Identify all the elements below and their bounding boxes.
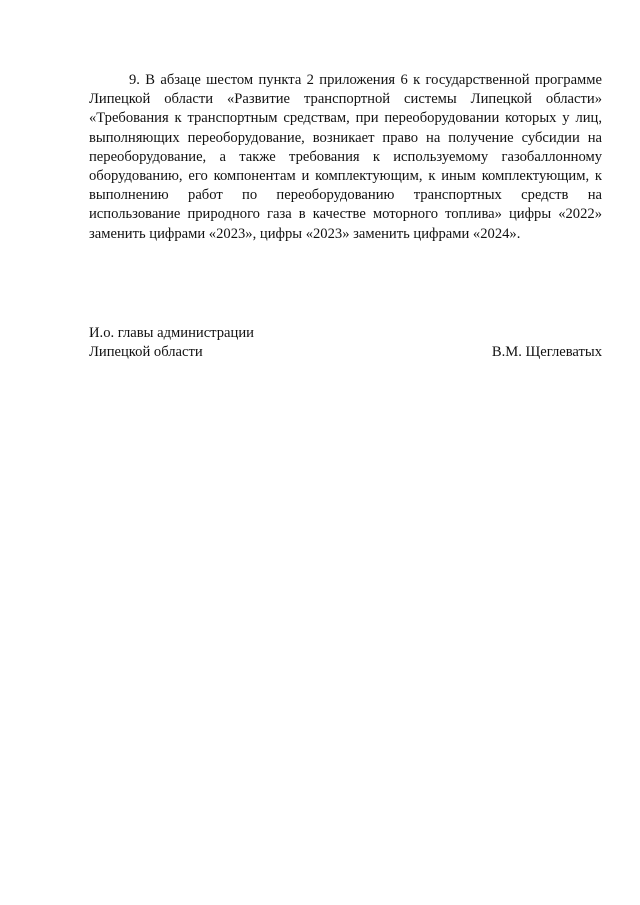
signatory-name: В.М. Щеглеватых	[491, 344, 602, 361]
signature-row	[89, 343, 602, 362]
signatory-title-line2: Липецкой области	[89, 344, 203, 361]
signature-block	[89, 324, 602, 362]
amendment-paragraph: 9. В абзаце шестом пункта 2 приложения 6 к государственной программе Липецкой области «Развитие транспортной системы Липецкой области» «Требования к транспортным средствам, при переоборудовании которых у лиц, выполняющих переоборудование, возникает право на получение субсидии на переоборудование, а также требования к используемому газобаллонному оборудованию, его компонентам и комплектующим, к иным комплектующим, к выполнению работ по переоборудованию транспортных средств на использование природного газа в качестве моторного топлива» цифры «2022» заменить цифрами «2023», цифры «2023» заменить цифрами «2024».	[89, 72, 602, 242]
signatory-title-line1: И.о. главы администрации	[89, 325, 254, 341]
